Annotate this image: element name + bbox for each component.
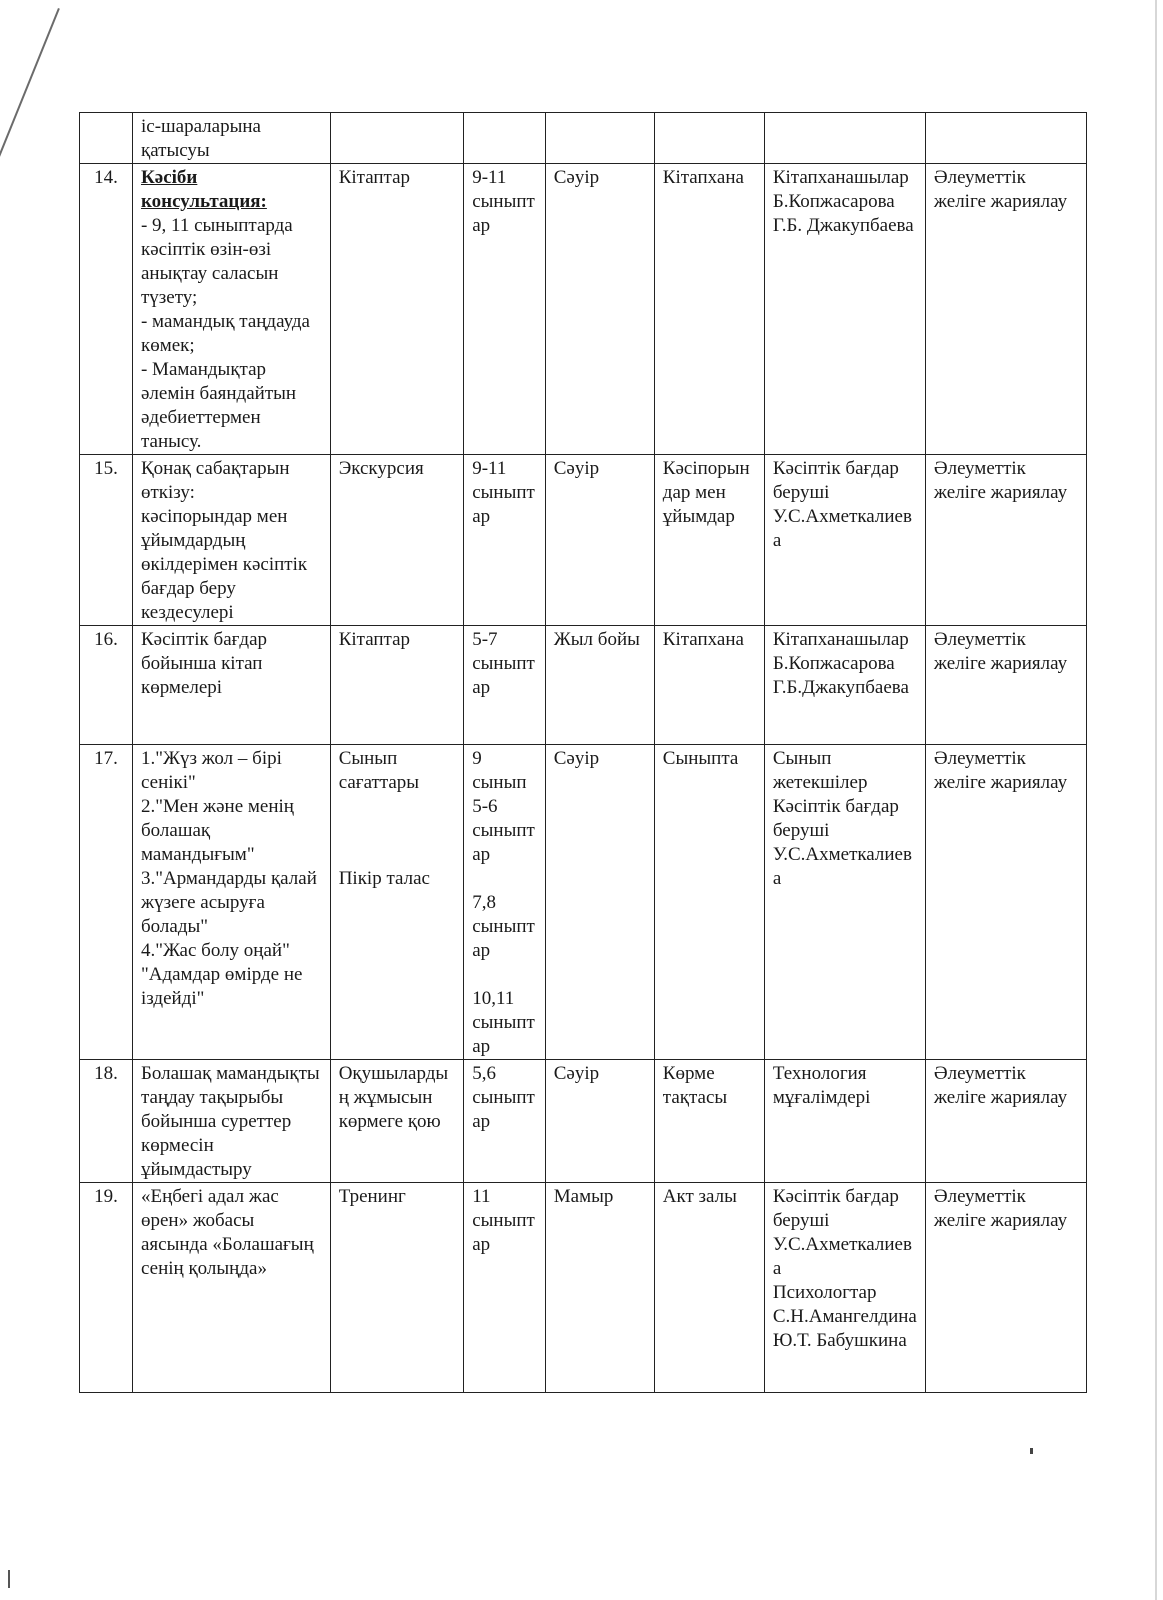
form-line: Тренинг — [338, 1186, 406, 1207]
form-line: Кітаптар — [338, 629, 411, 650]
event-line: 4."Жас болу оңай" — [140, 940, 290, 961]
responsible-line: У.С.Ахметкалиева — [772, 1234, 912, 1279]
place-cell: Сыныпта — [654, 745, 764, 1060]
form-cell — [330, 164, 464, 455]
responsible-line: Кітапханашылар — [772, 167, 909, 188]
grades-cell — [464, 1183, 546, 1393]
event-line: Болашақ мамандықты таңдау тақырыбы бойынша суреттер көрмесін ұйымдастыру — [140, 1063, 320, 1180]
event-cell — [132, 626, 330, 745]
row-number: 18. — [80, 1060, 133, 1183]
responsible-cell — [764, 455, 925, 626]
event-line: кәсіпорындар мен ұйымдардың өкілдерімен кәсіптік бағдар беру кездесулері — [140, 506, 308, 623]
form-line: Экскурсия — [338, 458, 424, 479]
responsible-line: Кәсіптік бағдар беруші — [772, 796, 899, 841]
event-line: "Адамдар өмірде не іздейді" — [140, 964, 303, 1009]
date-cell: Жыл бойы — [545, 626, 654, 745]
event-cell — [132, 455, 330, 626]
place-cell: Акт залы — [654, 1183, 764, 1393]
place-cell — [654, 113, 764, 164]
career-guidance-plan-table — [79, 112, 1087, 1393]
event-line: - Мамандықтар әлемін баяндайтын әдебиеттермен танысу. — [140, 359, 297, 452]
event-cell — [132, 113, 330, 164]
responsible-line: Технология мұғалімдері — [772, 1063, 871, 1108]
grades-cell — [464, 113, 546, 164]
grades-line: 5-7 сыныптар — [472, 629, 535, 698]
event-line: - 9, 11 сыныптарда кәсіптік өзін-өзі анықтау саласын түзету; — [140, 215, 293, 308]
event-cell — [132, 745, 330, 1060]
row-number: 16. — [80, 626, 133, 745]
grades-line — [472, 963, 537, 987]
grades-line: 7,8 сыныптар — [472, 892, 535, 961]
row-number — [80, 113, 133, 164]
form-cell — [330, 113, 464, 164]
page-mark — [1030, 1448, 1033, 1454]
grades-line: 9 сынып — [472, 748, 527, 793]
date-cell: Сәуір — [545, 164, 654, 455]
event-line: 3."Армандарды қалай жүзеге асыруға болады" — [140, 868, 317, 937]
event-line: қатысуы — [140, 140, 210, 161]
event-line: «Еңбегі адал жас өрен» жобасы аясында «Болашағың сенің қолыңда» — [140, 1186, 314, 1279]
result-cell: Әлеуметтік желіге жариялау — [925, 626, 1086, 745]
corner-mark — [8, 1570, 10, 1588]
event-title: Кәсіби консультация: — [140, 167, 267, 212]
result-cell: Әлеуметтік желіге жариялау — [925, 1060, 1086, 1183]
result-cell: Әлеуметтік желіге жариялау — [925, 1183, 1086, 1393]
place-cell: Кәсіпорындар мен ұйымдар — [654, 455, 764, 626]
form-cell — [330, 455, 464, 626]
date-cell — [545, 113, 654, 164]
place-cell: Көрме тақтасы — [654, 1060, 764, 1183]
grades-cell — [464, 626, 546, 745]
form-line — [339, 843, 456, 867]
event-line: 1."Жүз жол – бірі сенікі" — [140, 748, 282, 793]
result-cell: Әлеуметтік желіге жариялау — [925, 455, 1086, 626]
event-line: іс-шараларына — [140, 116, 261, 137]
responsible-line: Г.Б. Джакупбаева — [772, 215, 914, 236]
event-line: Кәсіптік бағдар бойынша кітап көрмелері — [140, 629, 268, 698]
grades-line: 11 сыныптар — [472, 1186, 535, 1255]
table-row — [80, 455, 1087, 626]
date-cell: Сәуір — [545, 1060, 654, 1183]
table-row — [80, 1183, 1087, 1393]
place-cell: Кітапхана — [654, 626, 764, 745]
responsible-line: У.С.Ахметкалиева — [772, 506, 912, 551]
responsible-line: Кітапханашылар — [772, 629, 909, 650]
grades-line: 10,11 сыныптар — [472, 988, 535, 1057]
table-row — [80, 164, 1087, 455]
place-cell: Кітапхана — [654, 164, 764, 455]
event-line: Қонақ сабақтарын өткізу: — [140, 458, 290, 503]
table-row — [80, 745, 1087, 1060]
event-cell — [132, 1060, 330, 1183]
grades-line — [472, 867, 537, 891]
responsible-line: Б.Копжасарова — [772, 191, 895, 212]
responsible-line: Кәсіптік бағдар беруші — [772, 458, 899, 503]
date-cell: Сәуір — [545, 455, 654, 626]
responsible-line: Г.Б.Джакупбаева — [772, 677, 909, 698]
event-cell — [132, 1183, 330, 1393]
result-cell: Әлеуметтік желіге жариялау — [925, 164, 1086, 455]
row-number: 19. — [80, 1183, 133, 1393]
table-row — [80, 626, 1087, 745]
table-row — [80, 1060, 1087, 1183]
responsible-line: У.С.Ахметкалиева — [772, 844, 912, 889]
responsible-line: Психологтар — [772, 1282, 877, 1303]
grades-line: 9-11 сыныптар — [472, 167, 535, 236]
date-cell: Сәуір — [545, 745, 654, 1060]
responsible-line: Кәсіптік бағдар беруші — [772, 1186, 899, 1231]
responsible-cell — [764, 626, 925, 745]
form-cell — [330, 1060, 464, 1183]
row-number: 14. — [80, 164, 133, 455]
grades-cell — [464, 455, 546, 626]
table-row — [80, 113, 1087, 164]
grades-line: 9-11 сыныптар — [472, 458, 535, 527]
form-cell — [330, 745, 464, 1060]
grades-line: 5,6 сыныптар — [472, 1063, 535, 1132]
responsible-cell — [764, 745, 925, 1060]
form-line: Пікір талас — [338, 868, 430, 889]
row-number: 15. — [80, 455, 133, 626]
responsible-cell — [764, 113, 925, 164]
date-cell: Мамыр — [545, 1183, 654, 1393]
form-line — [339, 819, 456, 843]
form-cell — [330, 1183, 464, 1393]
form-line — [339, 795, 456, 819]
responsible-cell — [764, 164, 925, 455]
grades-cell — [464, 164, 546, 455]
row-number: 17. — [80, 745, 133, 1060]
result-cell: Әлеуметтік желіге жариялау — [925, 745, 1086, 1060]
responsible-cell — [764, 1060, 925, 1183]
form-line: Кітаптар — [338, 167, 411, 188]
result-cell — [925, 113, 1086, 164]
grades-cell — [464, 745, 546, 1060]
responsible-line: С.Н.Амангелдина Ю.Т. Бабушкина — [772, 1306, 917, 1351]
form-line: Оқушылардың жұмысын көрмеге қою — [338, 1063, 449, 1132]
form-line: Сынып сағаттары — [338, 748, 420, 793]
form-cell — [330, 626, 464, 745]
event-line: - мамандық таңдауда көмек; — [140, 311, 310, 356]
responsible-cell — [764, 1183, 925, 1393]
grades-line: 5-6 сыныптар — [472, 796, 535, 865]
scan-artifact-line — [0, 8, 60, 176]
responsible-line: Б.Копжасарова — [772, 653, 895, 674]
grades-cell — [464, 1060, 546, 1183]
event-line: 2."Мен және менің болашақ мамандығым" — [140, 796, 294, 865]
event-cell — [132, 164, 330, 455]
responsible-line: Сынып жетекшілер — [772, 748, 868, 793]
scan-edge-shadow — [1155, 0, 1157, 1600]
